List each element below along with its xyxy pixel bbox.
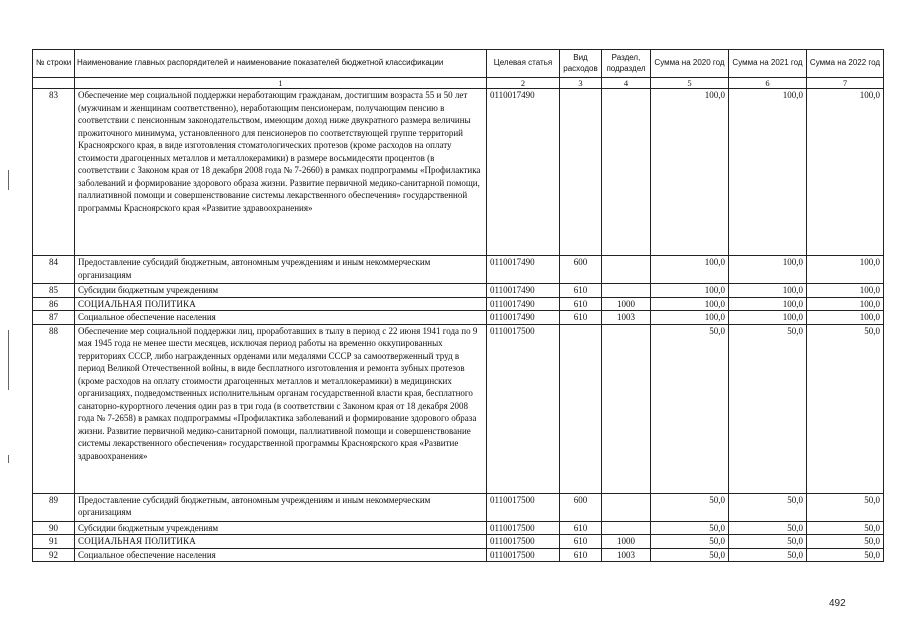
row-name: Обеспечение мер социальной поддержки неработающим гражданам, достигшим возраста 55 и 50 лет (мужчинам и женщинам соответственно), неработающим пенсионерам, получающим пенсию в соответствии с пенсионным законодательством, имеющим доход ниже двукратного размера величины прожиточного минимума, установленного для пенсионеров по соответствующей группе территорий Красноярского края, в виде изготовления стоматологических протезов (кроме расходов на оплату стоимости драгоценных металлов и металлокерамики) в размере восьмидесяти процентов (в соответствии с Законом края от 18 декабря 2008 года № 7-2660) в рамках подпрограммы «Профилактика заболеваний и формирование здорового образа жизни. Развитие первичной медико-санитарной помощи, паллиативной помощи и совершенствование системы лекарственного обеспечения» государственной программы Красноярского края «Развитие здравоохранения» [75,89,487,256]
column-number: 6 [729,78,807,89]
budget-table-sheet [32,49,884,562]
row-section [602,284,651,298]
column-number: 5 [651,78,729,89]
row-sum-2020: 50,0 [651,493,729,521]
header-section: Раздел, подраздел [602,50,651,78]
row-name: Субсидии бюджетным учреждениям [75,284,487,298]
row-number: 87 [33,311,75,325]
row-number: 86 [33,297,75,311]
scan-edge-mark [8,455,9,463]
row-expense-kind: 610 [560,535,602,549]
row-name: Обеспечение мер социальной поддержки лиц, проработавших в тылу в период с 22 июня 1941 года по 9 мая 1945 года не менее шести месяцев, исключая период работы на временно оккупированных территориях СССР, либо награжденных орденами или медалями СССР за самоотверженный труд в период Великой Отечественной войны, в виде бесплатного изготовления и ремонта зубных протезов (кроме расходов на оплату стоимости драгоценных металлов и металлокерамики) в медицинских организациях, подведомственных исполнительным органам государственной власти края, бесплатного санаторно-курортного лечения один раз в три года (в соответствии с Законом края от 18 декабря 2008 года № 7-2658) в рамках подпрограммы «Профилактика заболеваний и формирование здорового образа жизни. Развитие первичной медико-санитарной помощи, паллиативной помощи и совершенствование системы лекарственного обеспечения» государственной программы Красноярского края «Развитие здравоохранения» [75,324,487,493]
row-sum-2022: 100,0 [807,297,884,311]
row-section: 1000 [602,535,651,549]
row-sum-2021: 50,0 [729,535,807,549]
row-section: 1003 [602,311,651,325]
row-sum-2020: 100,0 [651,297,729,311]
row-target-article: 0110017490 [487,256,560,284]
row-target-article: 0110017490 [487,297,560,311]
column-number: 3 [560,78,602,89]
row-target-article: 0110017500 [487,324,560,493]
row-sum-2021: 100,0 [729,297,807,311]
row-sum-2020: 100,0 [651,284,729,298]
row-target-article: 0110017500 [487,548,560,562]
row-sum-2021: 50,0 [729,324,807,493]
row-sum-2020: 100,0 [651,256,729,284]
scan-edge-mark [8,170,9,190]
table-row [33,535,884,549]
column-number: 1 [75,78,487,89]
row-expense-kind: 610 [560,548,602,562]
page-number: 492 [829,598,846,609]
row-number: 83 [33,89,75,256]
table-row [33,493,884,521]
row-section: 1000 [602,297,651,311]
row-name: Субсидии бюджетным учреждениям [75,521,487,535]
row-section [602,256,651,284]
row-section [602,493,651,521]
row-sum-2021: 100,0 [729,89,807,256]
row-name: СОЦИАЛЬНАЯ ПОЛИТИКА [75,535,487,549]
row-expense-kind: 600 [560,493,602,521]
row-expense-kind: 600 [560,256,602,284]
row-section: 1003 [602,548,651,562]
table-row [33,89,884,256]
row-name: Предоставление субсидий бюджетным, автономным учреждениям и иным некоммерческим организациям [75,493,487,521]
row-number: 84 [33,256,75,284]
row-sum-2020: 50,0 [651,324,729,493]
row-name: Социальное обеспечение населения [75,311,487,325]
header-name: Наименование главных распорядителей и наименование показателей бюджетной классификации [75,50,487,78]
row-sum-2021: 50,0 [729,493,807,521]
table-row [33,521,884,535]
table-row [33,548,884,562]
row-sum-2020: 100,0 [651,311,729,325]
row-sum-2022: 50,0 [807,521,884,535]
table-row [33,284,884,298]
row-number: 88 [33,324,75,493]
table-row [33,324,884,493]
row-sum-2021: 100,0 [729,256,807,284]
row-sum-2021: 100,0 [729,284,807,298]
header-sum-2020: Сумма на 2020 год [651,50,729,78]
row-expense-kind: 610 [560,311,602,325]
column-number-blank [33,78,75,89]
column-number: 4 [602,78,651,89]
row-name: СОЦИАЛЬНАЯ ПОЛИТИКА [75,297,487,311]
row-sum-2021: 50,0 [729,521,807,535]
budget-table [32,49,884,562]
header-expense-kind: Вид расходов [560,50,602,78]
row-name: Социальное обеспечение населения [75,548,487,562]
row-sum-2022: 50,0 [807,493,884,521]
table-header-row [33,50,884,78]
row-section [602,521,651,535]
row-number: 89 [33,493,75,521]
row-target-article: 0110017500 [487,493,560,521]
row-expense-kind: 610 [560,297,602,311]
row-number: 91 [33,535,75,549]
row-target-article: 0110017490 [487,311,560,325]
row-sum-2022: 50,0 [807,324,884,493]
row-expense-kind: 610 [560,284,602,298]
row-expense-kind [560,324,602,493]
table-row [33,297,884,311]
row-sum-2021: 50,0 [729,548,807,562]
header-target-article: Целевая статья [487,50,560,78]
row-sum-2021: 100,0 [729,311,807,325]
row-sum-2022: 100,0 [807,256,884,284]
column-number: 2 [487,78,560,89]
row-sum-2022: 100,0 [807,311,884,325]
row-sum-2020: 50,0 [651,521,729,535]
row-expense-kind [560,89,602,256]
column-number: 7 [807,78,884,89]
row-section [602,89,651,256]
row-expense-kind: 610 [560,521,602,535]
scan-edge-mark [8,330,9,390]
row-number: 92 [33,548,75,562]
table-row [33,311,884,325]
row-target-article: 0110017500 [487,535,560,549]
row-sum-2020: 50,0 [651,535,729,549]
row-sum-2020: 100,0 [651,89,729,256]
header-sum-2021: Сумма на 2021 год [729,50,807,78]
row-number: 85 [33,284,75,298]
column-number-row [33,78,884,89]
row-sum-2022: 50,0 [807,535,884,549]
row-name: Предоставление субсидий бюджетным, автономным учреждениям и иным некоммерческим организациям [75,256,487,284]
row-number: 90 [33,521,75,535]
row-sum-2022: 50,0 [807,548,884,562]
row-target-article: 0110017490 [487,89,560,256]
header-row-number: № строки [33,50,75,78]
row-section [602,324,651,493]
row-sum-2020: 50,0 [651,548,729,562]
row-target-article: 0110017490 [487,284,560,298]
row-sum-2022: 100,0 [807,284,884,298]
table-row [33,256,884,284]
row-target-article: 0110017500 [487,521,560,535]
row-sum-2022: 100,0 [807,89,884,256]
header-sum-2022: Сумма на 2022 год [807,50,884,78]
